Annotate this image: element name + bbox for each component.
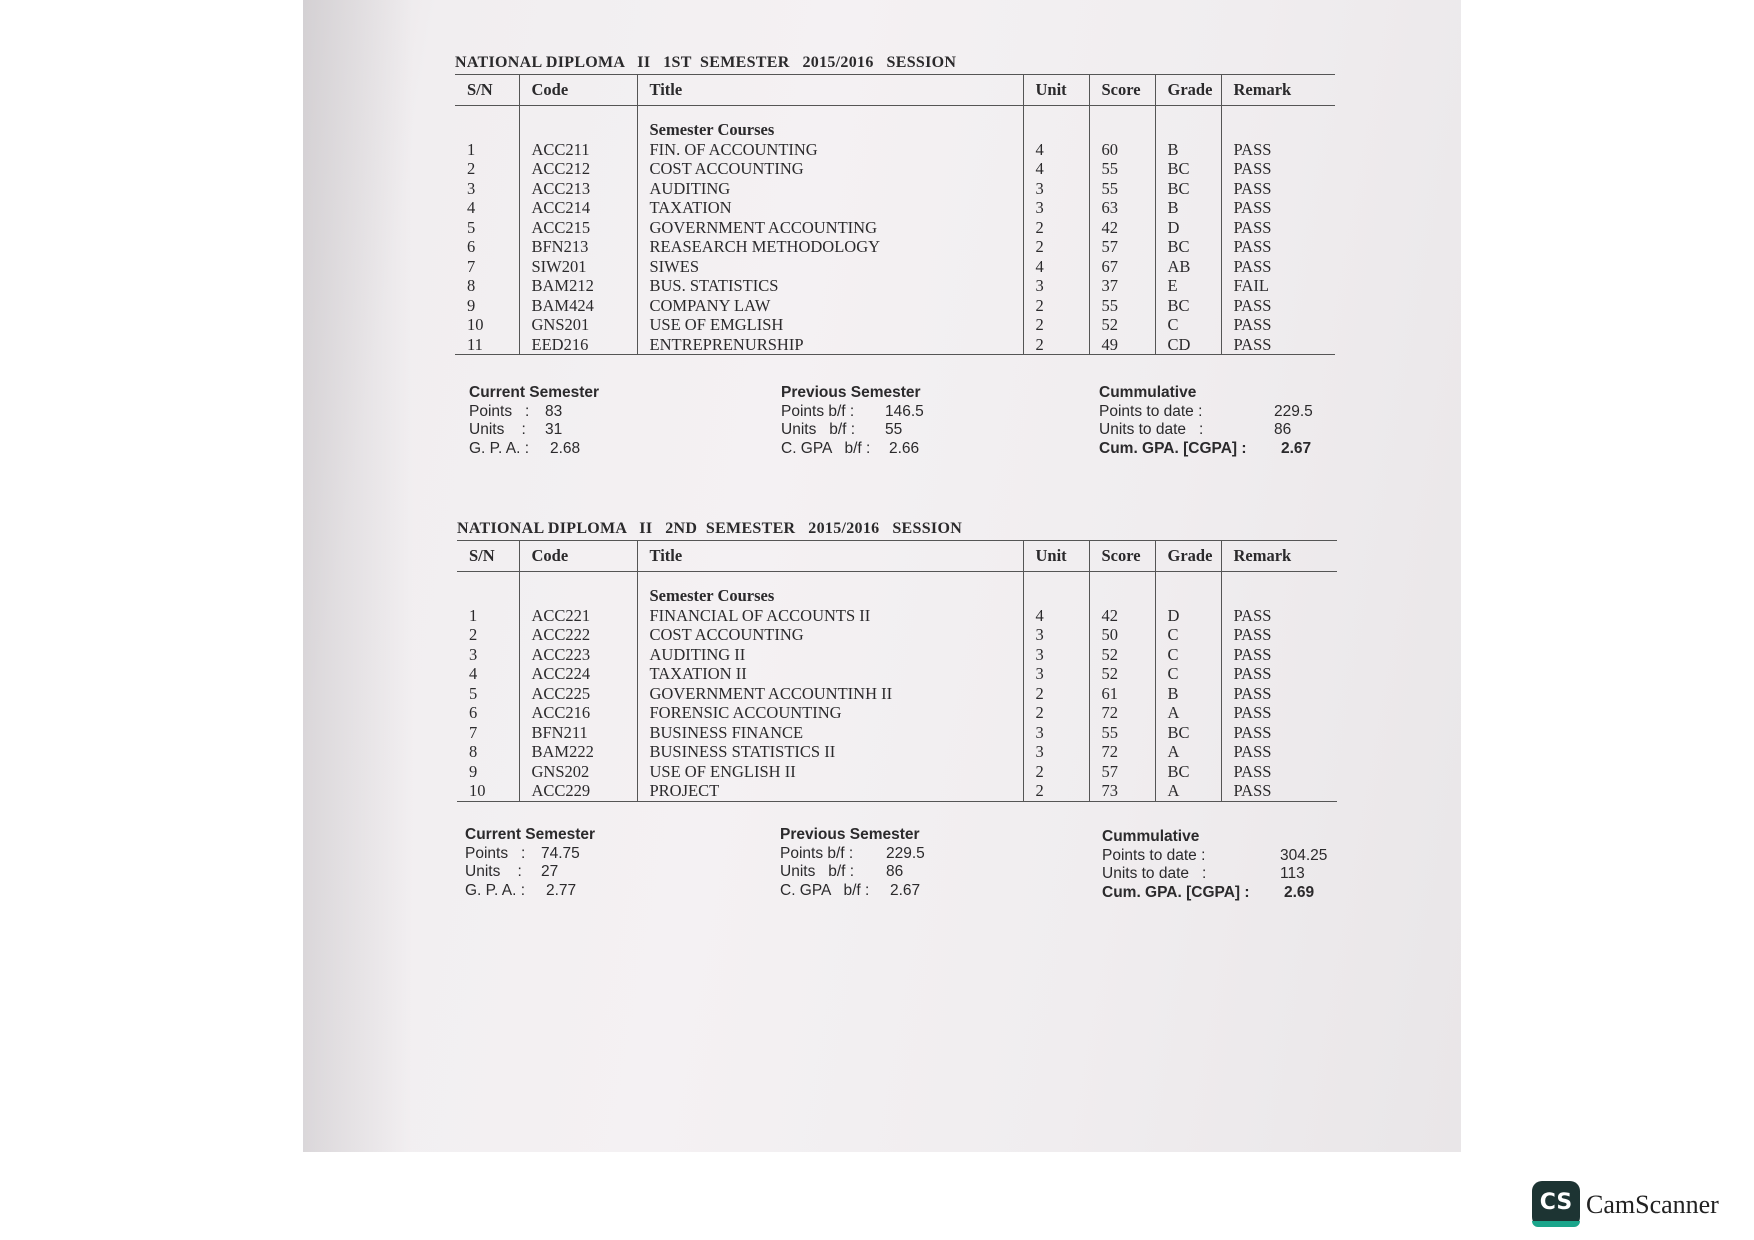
cell-score: 73 (1089, 781, 1155, 801)
header-grade: Grade (1155, 541, 1221, 572)
points-bf-value: 229.5 (886, 844, 925, 862)
cell-remark: PASS (1221, 315, 1335, 335)
cell-score: 57 (1089, 762, 1155, 782)
header-sn: S/N (457, 541, 519, 572)
units-bf-label: Units b/f : (780, 863, 855, 880)
header-score: Score (1089, 541, 1155, 572)
table-row (455, 276, 1335, 296)
cell-unit: 4 (1023, 159, 1089, 179)
cell-remark: PASS (1221, 296, 1335, 316)
cell-unit: 2 (1023, 335, 1089, 355)
cell-remark: PASS (1221, 140, 1335, 160)
header-grade: Grade (1155, 75, 1221, 106)
previous-semester-title: Previous Semester (781, 384, 921, 401)
cell-title: FORENSIC ACCOUNTING (637, 703, 1023, 723)
cell-remark: PASS (1221, 159, 1335, 179)
cell-sn: 5 (467, 217, 476, 237)
cgpa-bf-label: C. GPA b/f : (780, 881, 870, 899)
table-row (457, 742, 1337, 762)
units-bf-value: 86 (886, 863, 904, 880)
semester-courses-label: Semester Courses (637, 106, 1023, 140)
table-row (455, 315, 1335, 335)
header-code: Code (519, 75, 637, 106)
camscanner-brand: CamScanner (1586, 1190, 1719, 1219)
cell-sn: 4 (469, 664, 478, 683)
table-row (457, 645, 1337, 665)
semester2-cumulative-summary (1102, 828, 1352, 902)
points-bf-label: Points b/f : (780, 844, 854, 862)
cgpa-bf-value: 2.67 (890, 881, 921, 899)
cell-code: ACC216 (519, 703, 637, 723)
header-sn: S/N (455, 75, 519, 106)
cell-score: 37 (1089, 276, 1155, 296)
cell-unit: 2 (1023, 218, 1089, 238)
cell-sn: 6 (469, 703, 478, 722)
gpa-value: 2.68 (550, 439, 581, 457)
units-to-date-label: Units to date : (1099, 421, 1204, 438)
cell-title: ENTREPRENURSHIP (637, 335, 1023, 355)
cell-remark: PASS (1221, 742, 1337, 762)
cell-remark: PASS (1221, 684, 1337, 704)
cell-grade: C (1155, 645, 1221, 665)
cell-score: 55 (1089, 723, 1155, 743)
cell-score: 52 (1089, 645, 1155, 665)
cell-score: 63 (1089, 198, 1155, 218)
cumulative-title: Cummulative (1099, 384, 1197, 401)
cell-title: FIN. OF ACCOUNTING (637, 140, 1023, 160)
points-bf-label: Points b/f : (781, 402, 855, 420)
cell-score: 57 (1089, 237, 1155, 257)
cell-sn: 2 (467, 159, 476, 178)
table-row (457, 703, 1337, 723)
cell-unit: 3 (1023, 179, 1089, 199)
points-to-date-label: Points to date : (1102, 846, 1206, 864)
cell-unit: 3 (1023, 198, 1089, 218)
semester1-table (455, 74, 1335, 355)
cell-score: 61 (1089, 684, 1155, 704)
cell-grade: CD (1155, 335, 1221, 355)
semester1-previous-summary (781, 384, 1021, 458)
cgpa-value: 2.69 (1284, 883, 1315, 901)
empty-cell (1023, 106, 1089, 140)
cell-unit: 3 (1023, 276, 1089, 296)
cell-unit: 2 (1023, 703, 1089, 723)
current-semester-title: Current Semester (465, 826, 596, 843)
points-bf-value: 146.5 (885, 402, 924, 420)
table-row (457, 762, 1337, 782)
cell-score: 55 (1089, 179, 1155, 199)
cell-unit: 2 (1023, 296, 1089, 316)
cell-title: USE OF EMGLISH (637, 315, 1023, 335)
empty-cell (519, 106, 637, 140)
empty-cell (1155, 572, 1221, 606)
semester2-table (457, 540, 1337, 802)
table-row (457, 664, 1337, 684)
cell-title: TAXATION II (637, 664, 1023, 684)
points-label: Points : (469, 402, 530, 420)
cell-code: BAM424 (519, 296, 637, 316)
cell-sn: 7 (469, 722, 478, 742)
cell-unit: 3 (1023, 645, 1089, 665)
table-header-row (455, 75, 1335, 106)
cgpa-label: Cum. GPA. [CGPA] : (1099, 439, 1247, 457)
empty-cell (455, 106, 519, 140)
units-value: 31 (545, 421, 563, 438)
cell-title: AUDITING II (637, 645, 1023, 665)
table-row (455, 159, 1335, 179)
units-bf-label: Units b/f : (781, 421, 856, 438)
previous-semester-title: Previous Semester (780, 826, 920, 843)
cell-grade: A (1155, 742, 1221, 762)
cell-remark: PASS (1221, 606, 1337, 626)
table-row (455, 237, 1335, 257)
table-row (457, 684, 1337, 704)
cell-title: COST ACCOUNTING (637, 625, 1023, 645)
cell-remark: PASS (1221, 179, 1335, 199)
cell-score: 55 (1089, 296, 1155, 316)
cell-sn: 3 (467, 178, 476, 198)
table-row (457, 625, 1337, 645)
cell-unit: 4 (1023, 140, 1089, 160)
header-score: Score (1089, 75, 1155, 106)
cell-sn: 1 (469, 605, 478, 625)
cell-grade: BC (1155, 762, 1221, 782)
points-to-date-value: 229.5 (1274, 402, 1313, 420)
points-to-date-value: 304.25 (1280, 846, 1328, 864)
cell-grade: A (1155, 703, 1221, 723)
header-title: Title (637, 541, 1023, 572)
cell-unit: 2 (1023, 315, 1089, 335)
table-row (455, 218, 1335, 238)
cell-score: 52 (1089, 664, 1155, 684)
cell-sn: 5 (469, 683, 478, 703)
cell-remark: PASS (1221, 335, 1335, 355)
cell-score: 72 (1089, 703, 1155, 723)
cell-score: 55 (1089, 159, 1155, 179)
empty-cell (1089, 572, 1155, 606)
cell-grade: D (1155, 606, 1221, 626)
cell-remark: PASS (1221, 762, 1337, 782)
empty-cell (1221, 572, 1337, 606)
cell-unit: 2 (1023, 237, 1089, 257)
empty-cell (1155, 106, 1221, 140)
table-row (455, 140, 1335, 160)
cell-code: BAM222 (519, 742, 637, 762)
cell-code: GNS201 (519, 315, 637, 335)
cell-remark: PASS (1221, 625, 1337, 645)
cell-unit: 4 (1023, 257, 1089, 277)
cell-grade: A (1155, 781, 1221, 801)
transcript-sheet (303, 0, 1461, 1152)
header-remark: Remark (1221, 75, 1335, 106)
cell-remark: PASS (1221, 257, 1335, 277)
cell-grade: D (1155, 218, 1221, 238)
cell-remark: PASS (1221, 198, 1335, 218)
cell-grade: B (1155, 198, 1221, 218)
cell-score: 67 (1089, 257, 1155, 277)
gpa-value: 2.77 (546, 881, 577, 899)
semester-courses-label: Semester Courses (637, 572, 1023, 606)
table-header-row (457, 541, 1337, 572)
table-row (455, 296, 1335, 316)
semester2-previous-summary (780, 826, 1020, 900)
cell-unit: 2 (1023, 762, 1089, 782)
cell-code: ACC215 (519, 218, 637, 238)
cell-sn: 10 (457, 781, 519, 801)
cell-code: ACC212 (519, 159, 637, 179)
cell-code: BFN211 (519, 723, 637, 743)
cell-unit: 3 (1023, 742, 1089, 762)
subheading-row (455, 106, 1335, 140)
cell-title: BUS. STATISTICS (637, 276, 1023, 296)
subheading-row (457, 572, 1337, 606)
cell-title: FINANCIAL OF ACCOUNTS II (637, 606, 1023, 626)
cell-code: ACC224 (519, 664, 637, 684)
cell-grade: AB (1155, 257, 1221, 277)
cell-remark: FAIL (1221, 276, 1335, 296)
cell-score: 42 (1089, 606, 1155, 626)
empty-cell (1221, 106, 1335, 140)
cell-code: ACC229 (519, 781, 637, 801)
cell-score: 52 (1089, 315, 1155, 335)
semester1-heading: NATIONAL DIPLOMA II 1ST SEMESTER 2015/2016 SESSION (455, 54, 957, 71)
empty-cell (1023, 572, 1089, 606)
cgpa-label: Cum. GPA. [CGPA] : (1102, 883, 1250, 901)
units-label: Units : (465, 863, 522, 880)
semester1-current-summary (469, 384, 689, 458)
cell-title: REASEARCH METHODOLOGY (637, 237, 1023, 257)
cell-remark: PASS (1221, 723, 1337, 743)
table-row (457, 606, 1337, 626)
points-label: Points : (465, 844, 526, 862)
cell-sn: 8 (467, 276, 476, 295)
semester2-heading: NATIONAL DIPLOMA II 2ND SEMESTER 2015/2016 SESSION (457, 520, 963, 537)
cell-unit: 3 (1023, 723, 1089, 743)
empty-cell (519, 572, 637, 606)
cell-code: ACC214 (519, 198, 637, 218)
cell-title: COMPANY LAW (637, 296, 1023, 316)
cell-title: PROJECT (637, 781, 1023, 801)
cell-score: 50 (1089, 625, 1155, 645)
points-value: 74.75 (541, 844, 580, 862)
empty-cell (457, 572, 519, 606)
cell-code: BFN213 (519, 237, 637, 257)
cell-score: 49 (1089, 335, 1155, 355)
table-row (455, 335, 1335, 355)
table-row (457, 723, 1337, 743)
cell-title: COST ACCOUNTING (637, 159, 1023, 179)
cell-code: GNS202 (519, 762, 637, 782)
current-semester-title: Current Semester (469, 384, 600, 401)
units-to-date-value: 86 (1274, 421, 1292, 438)
cell-title: BUSINESS STATISTICS II (637, 742, 1023, 762)
cell-code: SIW201 (519, 257, 637, 277)
cell-grade: BC (1155, 296, 1221, 316)
cell-remark: PASS (1221, 237, 1335, 257)
cell-sn: 3 (469, 644, 478, 664)
cell-grade: BC (1155, 179, 1221, 199)
cell-code: EED216 (519, 335, 637, 355)
cell-unit: 2 (1023, 684, 1089, 704)
camscanner-logo-icon: CS (1532, 1181, 1580, 1227)
cell-sn: 6 (467, 237, 476, 256)
points-to-date-label: Points to date : (1099, 402, 1203, 420)
table-row (455, 257, 1335, 277)
cell-title: AUDITING (637, 179, 1023, 199)
cell-grade: C (1155, 664, 1221, 684)
cell-title: TAXATION (637, 198, 1023, 218)
cell-grade: B (1155, 684, 1221, 704)
table-row (455, 179, 1335, 199)
cell-score: 60 (1089, 140, 1155, 160)
cell-sn: 4 (467, 198, 476, 217)
units-label: Units : (469, 421, 526, 438)
cell-remark: PASS (1221, 664, 1337, 684)
cumulative-title: Cummulative (1102, 828, 1200, 845)
table-row (457, 781, 1337, 801)
units-to-date-label: Units to date : (1102, 865, 1207, 882)
cgpa-value: 2.67 (1281, 439, 1312, 457)
cell-unit: 3 (1023, 664, 1089, 684)
semester1-cumulative-summary (1099, 384, 1339, 458)
cell-grade: E (1155, 276, 1221, 296)
semester2-rows (457, 572, 1337, 802)
cell-score: 42 (1089, 218, 1155, 238)
cell-sn: 1 (467, 139, 476, 159)
cell-remark: PASS (1221, 703, 1337, 723)
cell-sn: 2 (469, 625, 478, 644)
cgpa-bf-value: 2.66 (889, 439, 920, 457)
cell-unit: 4 (1023, 606, 1089, 626)
cell-sn: 9 (467, 295, 476, 315)
header-remark: Remark (1221, 541, 1337, 572)
cell-score: 72 (1089, 742, 1155, 762)
cell-title: BUSINESS FINANCE (637, 723, 1023, 743)
cell-sn: 8 (469, 742, 478, 761)
cell-title: GOVERNMENT ACCOUNTINH II (637, 684, 1023, 704)
cell-code: ACC222 (519, 625, 637, 645)
points-value: 83 (545, 402, 563, 420)
cell-remark: PASS (1221, 218, 1335, 238)
cell-code: ACC225 (519, 684, 637, 704)
cgpa-bf-label: C. GPA b/f : (781, 439, 871, 457)
cell-remark: PASS (1221, 645, 1337, 665)
cell-title: GOVERNMENT ACCOUNTING (637, 218, 1023, 238)
units-to-date-value: 113 (1280, 865, 1305, 882)
cell-code: ACC213 (519, 179, 637, 199)
header-code: Code (519, 541, 637, 572)
cell-unit: 2 (1023, 781, 1089, 801)
units-bf-value: 55 (885, 421, 903, 438)
header-title: Title (637, 75, 1023, 106)
cell-sn: 10 (467, 315, 484, 334)
header-unit: Unit (1023, 75, 1089, 106)
cell-remark: PASS (1221, 781, 1337, 801)
units-value: 27 (541, 863, 559, 880)
cell-grade: C (1155, 625, 1221, 645)
cell-grade: C (1155, 315, 1221, 335)
gpa-label: G. P. A. : (465, 881, 526, 899)
cell-title: SIWES (637, 257, 1023, 277)
empty-cell (1089, 106, 1155, 140)
cell-sn: 9 (469, 761, 478, 781)
semester1-rows (455, 106, 1335, 355)
cell-grade: BC (1155, 159, 1221, 179)
cell-code: ACC221 (519, 606, 637, 626)
cell-grade: BC (1155, 723, 1221, 743)
cell-code: BAM212 (519, 276, 637, 296)
cell-title: USE OF ENGLISH II (637, 762, 1023, 782)
header-unit: Unit (1023, 541, 1089, 572)
table-row (455, 198, 1335, 218)
cell-grade: BC (1155, 237, 1221, 257)
semester2-current-summary (465, 826, 685, 900)
cell-unit: 3 (1023, 625, 1089, 645)
cell-sn: 11 (455, 335, 519, 355)
gpa-label: G. P. A. : (469, 439, 530, 457)
cell-code: ACC223 (519, 645, 637, 665)
cell-grade: B (1155, 140, 1221, 160)
cell-sn: 7 (467, 256, 476, 276)
cell-code: ACC211 (519, 140, 637, 160)
